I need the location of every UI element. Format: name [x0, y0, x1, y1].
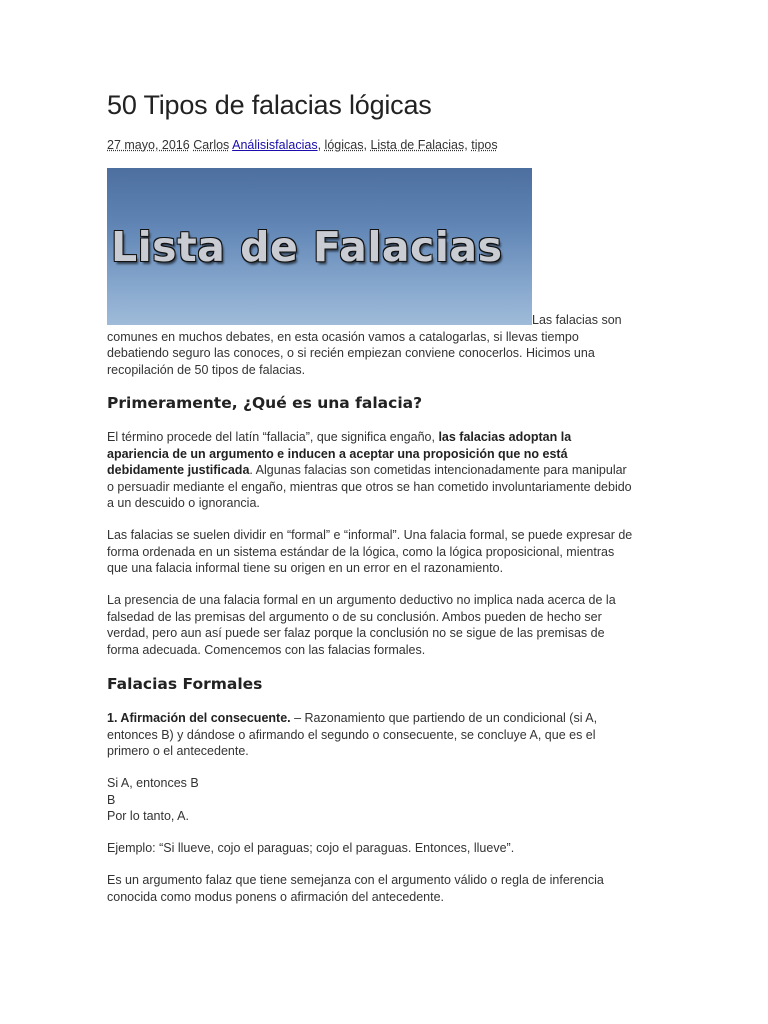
text-run: El término procede del latín “fallacia”, que significa engaño, — [107, 430, 439, 444]
paragraph-line — [107, 710, 667, 727]
category-link-logicas[interactable]: lógicas — [324, 138, 364, 152]
paragraph-presencia — [107, 592, 667, 658]
paragraph-line: forma ordenada en un sistema estándar de la lógica, como la lógica proposicional, mientras — [107, 544, 615, 559]
author-link[interactable]: Carlos — [193, 138, 230, 152]
category-link-analisis[interactable]: Análisisfalacias — [232, 138, 318, 152]
paragraph-line — [107, 429, 667, 446]
post-meta — [107, 138, 498, 152]
page-title: 50 Tipos de falacias lógicas — [107, 90, 432, 120]
syllogism-line: Si A, entonces B — [107, 776, 199, 790]
paragraph-line: verdad, pero aun así puede ser falaz porque la conclusión no se sigue de las premisas de — [107, 626, 605, 640]
intro-line: Las falacias son — [532, 313, 622, 327]
section-heading-que-es: Primeramente, ¿Qué es una falacia? — [107, 394, 423, 412]
paragraph-line — [107, 462, 667, 479]
text-run: . Algunas falacias son cometidas intencionadamente para manipular — [249, 463, 627, 477]
syllogism — [107, 775, 667, 825]
paragraph-line: o persuadir mediante el engaño, mientras que otros se han cometido involuntariamente debido — [107, 479, 632, 494]
intro-paragraph — [107, 312, 637, 378]
hero-image-text: Lista de Falacias — [111, 223, 503, 271]
text-run: – Razonamiento que partiendo de un condicional (si A, — [290, 711, 598, 725]
paragraph-line: Es un argumento falaz que tiene semejanza con el argumento válido o regla de inferencia — [107, 873, 604, 887]
intro-line: debatiendo seguro las conoces, o si recién empiezan conviene conocerlos. Hicimos una — [107, 346, 595, 360]
category-separator: , — [317, 138, 322, 152]
category-link-tipos[interactable]: tipos — [471, 138, 498, 152]
example-paragraph — [107, 840, 667, 857]
bold-text: debidamente justificada — [107, 463, 250, 477]
syllogism-line: Por lo tanto, A. — [107, 809, 189, 823]
category-link-lista[interactable]: Lista de Falacias — [370, 138, 465, 152]
bold-text: las falacias adoptan la — [438, 430, 572, 444]
syllogism-line: B — [107, 792, 116, 807]
category-separator: , — [363, 138, 367, 152]
paragraph-formal-informal — [107, 527, 667, 577]
paragraph-line: entonces B) y dándose o afirmando el segundo o consecuente, se concluye A, que es el — [107, 727, 596, 742]
section-heading-formales: Falacias Formales — [107, 675, 263, 693]
paragraph-line: forma adecuada. Comencemos con las falacias formales. — [107, 642, 426, 657]
paragraph-line: conocida como modus ponens o afirmación del antecedente. — [107, 889, 445, 904]
paragraph-line: La presencia de una falacia formal en un argumento deductivo no implica nada acerca de la — [107, 593, 616, 607]
hero-image — [107, 168, 532, 325]
fallacy-title: 1. Afirmación del consecuente. — [107, 711, 291, 725]
bold-text: apariencia de un argumento e inducen a aceptar una proposición que no está — [107, 446, 568, 461]
paragraph-line: Las falacias se suelen dividir en “formal” e “informal”. Una falacia formal, se puede expresar de — [107, 528, 633, 542]
post-date[interactable]: 27 mayo, 2016 — [107, 138, 190, 152]
category-separator: , — [464, 138, 468, 152]
intro-line: recopilación de 50 tipos de falacias. — [107, 362, 306, 377]
closing-paragraph — [107, 872, 667, 905]
intro-line: comunes en muchos debates, en esta ocasión vamos a catalogarlas, si llevas tiempo — [107, 329, 579, 344]
paragraph-line: falsedad de las premisas del argumento o de su conclusión. Ambos pueden de hecho ser — [107, 609, 602, 624]
paragraph-line — [107, 446, 667, 463]
paragraph-line: Ejemplo: “Si llueve, cojo el paraguas; cojo el paraguas. Entonces, llueve”. — [107, 841, 515, 855]
paragraph-definition — [107, 429, 667, 512]
paragraph-line: que una falacia informal tiene su origen en un error en el razonamiento. — [107, 561, 504, 575]
paragraph-line: a un descuido o ignorancia. — [107, 496, 260, 510]
fallacy-item-1 — [107, 710, 667, 760]
paragraph-line: primero o el antecedente. — [107, 744, 249, 758]
